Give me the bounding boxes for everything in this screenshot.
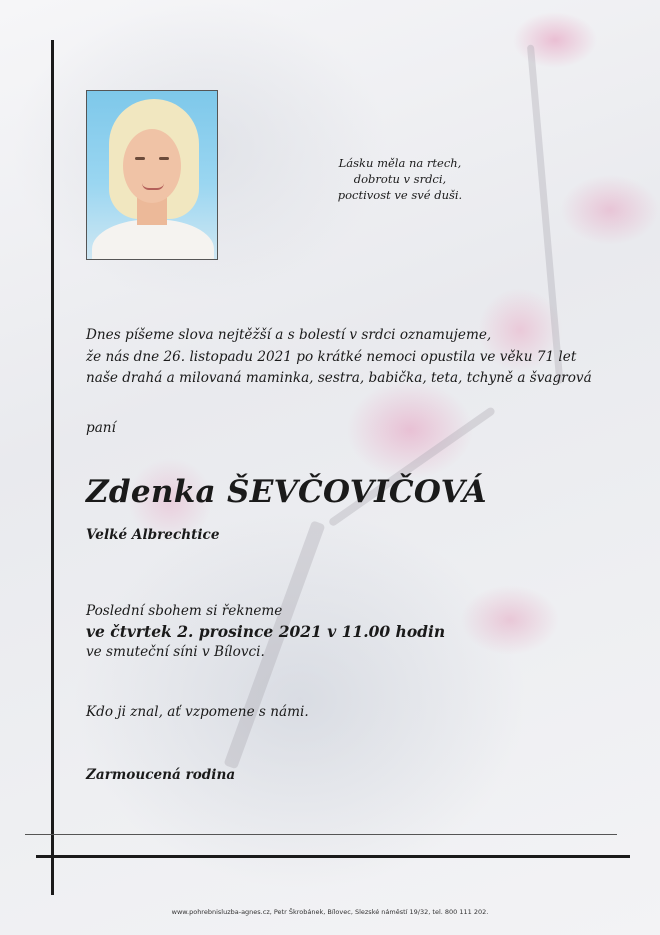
horizontal-rule-thick (36, 855, 630, 858)
closing-line: Kdo ji znal, ať vzpomene s námi. (86, 704, 309, 720)
portrait-photo (86, 90, 218, 260)
motto-quote (300, 155, 500, 203)
funeral-location: ve smuteční síni v Bílovci. (86, 644, 265, 660)
announcement-text (86, 325, 592, 390)
footer-contact: www.pohrebnisluzba-agnes.cz, Petr Škrobánek, Bílovec, Slezské náměstí 19/32, tel. 800 111 202. (171, 908, 489, 916)
salutation: paní (86, 420, 116, 436)
horizontal-rule-thin (25, 834, 617, 835)
announcement-line: Dnes píšeme slova nejtěžší a s bolestí v srdci oznamujeme, (86, 327, 492, 343)
deceased-place: Velké Albrechtice (86, 527, 220, 543)
funeral-details (86, 601, 445, 663)
announcement-line: naše drahá a milovaná maminka, sestra, babička, teta, tchyně a švagrová (86, 370, 592, 386)
funeral-date: ve čtvrtek 2. prosince 2021 v 11.00 hodin (86, 621, 446, 641)
vertical-rule (51, 40, 54, 895)
motto-line: dobrotu v srdci, (353, 172, 447, 186)
deceased-name: Zdenka ŠEVČOVIČOVÁ (86, 474, 487, 510)
motto-line: poctivost ve své duši. (337, 188, 463, 202)
announcement-line: že nás dne 26. listopadu 2021 po krátké nemoci opustila ve věku 71 let (86, 348, 577, 365)
funeral-intro: Poslední sbohem si řekneme (86, 603, 283, 619)
motto-line: Lásku měla na rtech, (338, 156, 462, 170)
signature: Zarmoucená rodina (86, 767, 236, 783)
